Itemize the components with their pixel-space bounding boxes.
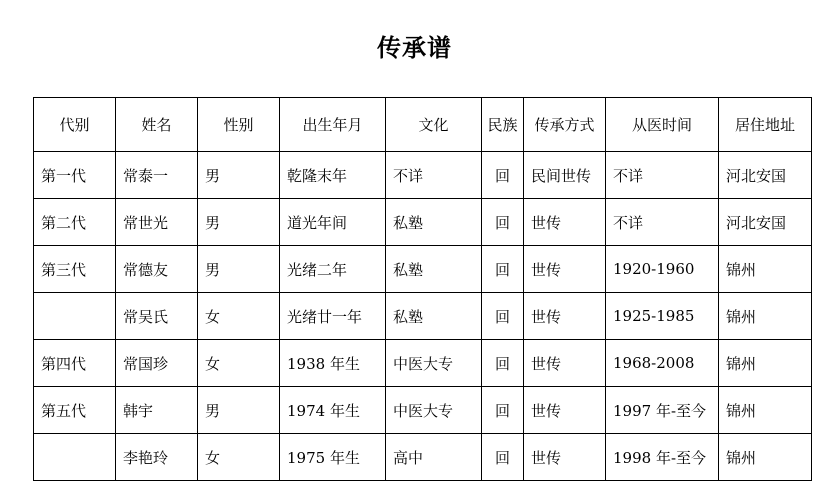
cell-inheritance: 世传 xyxy=(524,434,606,481)
cell-address: 锦州 xyxy=(719,434,812,481)
header-ethnicity: 民族 xyxy=(482,98,524,152)
cell-ethnicity: 回 xyxy=(482,246,524,293)
cell-gender: 女 xyxy=(198,293,280,340)
cell-address: 锦州 xyxy=(719,246,812,293)
page-title: 传承谱 xyxy=(377,33,452,62)
cell-education: 高中 xyxy=(386,434,482,481)
cell-name: 常国珍 xyxy=(116,340,198,387)
table-row xyxy=(34,152,812,199)
cell-birth: 1938 年生 xyxy=(280,340,386,387)
cell-education: 不详 xyxy=(386,152,482,199)
cell-generation xyxy=(34,434,116,481)
cell-gender: 男 xyxy=(198,246,280,293)
cell-generation: 第四代 xyxy=(34,340,116,387)
cell-gender: 男 xyxy=(198,199,280,246)
cell-name: 李艳玲 xyxy=(116,434,198,481)
cell-name: 常泰一 xyxy=(116,152,198,199)
cell-birth: 乾隆末年 xyxy=(280,152,386,199)
cell-name: 韩宇 xyxy=(116,387,198,434)
cell-gender: 女 xyxy=(198,434,280,481)
cell-birth: 光绪廿一年 xyxy=(280,293,386,340)
cell-practice-period: 不详 xyxy=(606,199,719,246)
table-row xyxy=(34,340,812,387)
header-row xyxy=(34,98,812,152)
cell-gender: 女 xyxy=(198,340,280,387)
cell-name: 常德友 xyxy=(116,246,198,293)
cell-birth: 光绪二年 xyxy=(280,246,386,293)
cell-practice-period: 1925-1985 xyxy=(606,293,719,340)
cell-gender: 男 xyxy=(198,387,280,434)
cell-ethnicity: 回 xyxy=(482,434,524,481)
cell-education: 私塾 xyxy=(386,246,482,293)
cell-ethnicity: 回 xyxy=(482,387,524,434)
cell-inheritance: 民间世传 xyxy=(524,152,606,199)
header-birth: 出生年月 xyxy=(280,98,386,152)
cell-gender: 男 xyxy=(198,152,280,199)
cell-practice-period: 1997 年-至今 xyxy=(606,387,719,434)
header-inheritance: 传承方式 xyxy=(524,98,606,152)
cell-name: 常吴氏 xyxy=(116,293,198,340)
cell-address: 河北安国 xyxy=(719,152,812,199)
table-row xyxy=(34,434,812,481)
header-generation: 代别 xyxy=(34,98,116,152)
cell-generation xyxy=(34,293,116,340)
cell-practice-period: 1920-1960 xyxy=(606,246,719,293)
cell-name: 常世光 xyxy=(116,199,198,246)
lineage-table xyxy=(33,97,812,481)
cell-education: 私塾 xyxy=(386,199,482,246)
cell-birth: 1975 年生 xyxy=(280,434,386,481)
header-name: 姓名 xyxy=(116,98,198,152)
cell-generation: 第二代 xyxy=(34,199,116,246)
table-row xyxy=(34,387,812,434)
cell-address: 锦州 xyxy=(719,387,812,434)
cell-birth: 1974 年生 xyxy=(280,387,386,434)
table-row xyxy=(34,293,812,340)
table-row xyxy=(34,246,812,293)
cell-education: 私塾 xyxy=(386,293,482,340)
table-row xyxy=(34,199,812,246)
cell-birth: 道光年间 xyxy=(280,199,386,246)
cell-generation: 第一代 xyxy=(34,152,116,199)
cell-inheritance: 世传 xyxy=(524,293,606,340)
cell-practice-period: 1968-2008 xyxy=(606,340,719,387)
cell-practice-period: 1998 年-至今 xyxy=(606,434,719,481)
cell-inheritance: 世传 xyxy=(524,199,606,246)
cell-address: 河北安国 xyxy=(719,199,812,246)
cell-address: 锦州 xyxy=(719,293,812,340)
cell-inheritance: 世传 xyxy=(524,246,606,293)
cell-practice-period: 不详 xyxy=(606,152,719,199)
cell-generation: 第五代 xyxy=(34,387,116,434)
cell-ethnicity: 回 xyxy=(482,340,524,387)
header-address: 居住地址 xyxy=(719,98,812,152)
header-gender: 性别 xyxy=(198,98,280,152)
cell-ethnicity: 回 xyxy=(482,293,524,340)
header-education: 文化 xyxy=(386,98,482,152)
header-practice-period: 从医时间 xyxy=(606,98,719,152)
cell-inheritance: 世传 xyxy=(524,340,606,387)
cell-ethnicity: 回 xyxy=(482,199,524,246)
cell-address: 锦州 xyxy=(719,340,812,387)
cell-education: 中医大专 xyxy=(386,340,482,387)
cell-ethnicity: 回 xyxy=(482,152,524,199)
cell-generation: 第三代 xyxy=(34,246,116,293)
cell-inheritance: 世传 xyxy=(524,387,606,434)
cell-education: 中医大专 xyxy=(386,387,482,434)
